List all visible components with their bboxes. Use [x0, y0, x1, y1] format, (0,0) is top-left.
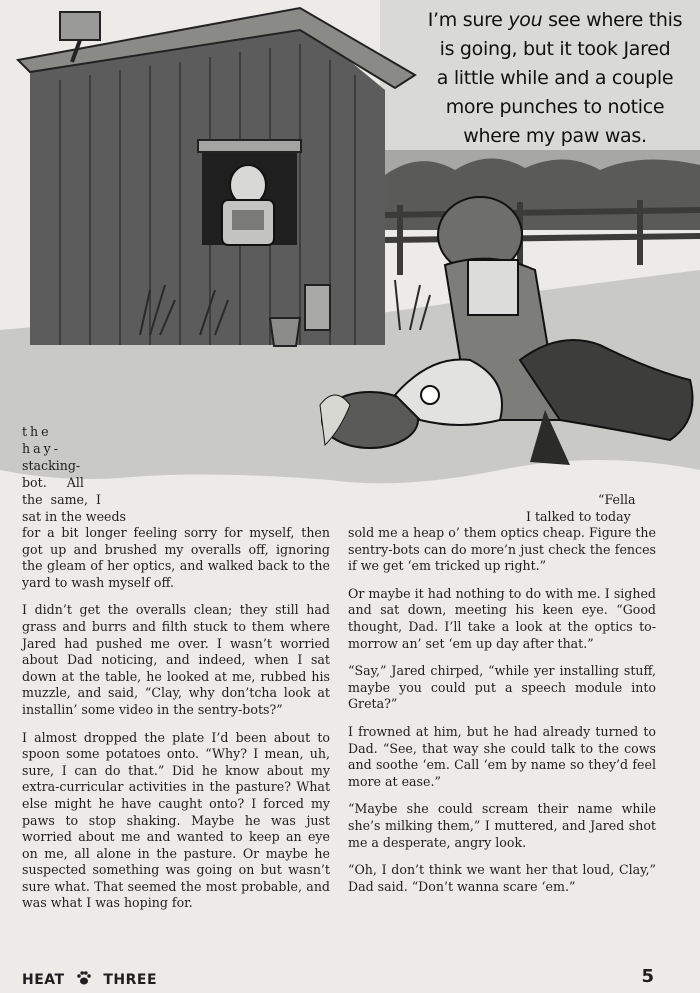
- wrap-word-3: stacking-: [22, 458, 81, 473]
- wrap-right-2: I talked to today: [526, 509, 631, 524]
- tree-line: [385, 158, 700, 230]
- wrap-word-1: the: [22, 424, 52, 439]
- right-paragraph-5: “Maybe she could scream their name while she’s milking them,” I muttered, and Jared shot me a desperate, angry look.: [348, 801, 656, 850]
- left-paragraph-2: I didn’t get the overalls clean; they still had grass and burrs and filth stuck to them where Jared had pushed me over. I wasn’t worried about Dad noticing, and indeed, when I sat down at the table, he looked at me, rubbed his muzzle, and said, “Clay, why don’tcha look at installin’ some video in the sentry-bots?”: [22, 602, 330, 717]
- control-box: [305, 285, 330, 330]
- right-paragraph-2: Or maybe it had nothing to do with me. I sighed and sat down, meeting his keen eye. “Good thought, Dad. I’ll take a look at the optics to-morrow an’ set ‘em up day after that.”: [348, 585, 656, 651]
- page-number: 5: [641, 966, 654, 987]
- caption-line-1: I’m sure you see where this: [427, 9, 683, 31]
- right-column: [348, 525, 656, 906]
- left-paragraph-1: for a bit longer feeling sorry for myself, then got up and brushed my overalls off, ignoring the gleam of her optics, and walked back to the yard to wash myself off.: [22, 525, 330, 590]
- narration-caption: [410, 6, 700, 151]
- footer-title-right: THREE: [103, 972, 158, 988]
- right-paragraph-1: sold me a heap o’ them optics cheap. Figure the sentry-bots can do more’n just check the fences if we get ‘em tricked up right.”: [348, 525, 656, 574]
- wrap-word-2: hay-: [22, 441, 61, 456]
- caption-line-4: more punches to notice: [445, 96, 665, 118]
- wrap-word-4: bot. All: [22, 475, 84, 490]
- wrap-right-1: “Fella: [598, 492, 636, 507]
- wrap-word-5: the same, I: [22, 492, 101, 507]
- caption-line-3: a little while and a couple: [436, 67, 674, 89]
- right-paragraph-3: “Say,” Jared chirped, “while yer installing stuff, maybe you could put a speech module into Greta?”: [348, 663, 656, 712]
- paw-print-icon: [76, 970, 92, 990]
- wrap-word-6: sat in the weeds: [22, 509, 127, 524]
- right-paragraph-4: I frowned at him, but he had already turned to Dad. “See, that way she could talk to the cows and soothe ‘em. Call ‘em by name so they’d feel more at ease.”: [348, 723, 656, 789]
- footer-title: [22, 970, 157, 990]
- fence: [385, 200, 700, 275]
- bucket: [270, 318, 300, 346]
- caption-line-2: is going, but it took Jared: [439, 38, 671, 60]
- right-paragraph-6: “Oh, I don’t think we want her that loud, Clay,” Dad said. “Don’t wanna scare ‘em.”: [348, 862, 656, 894]
- left-column: [22, 525, 330, 923]
- left-paragraph-3: I almost dropped the plate I’d been about to spoon some potatoes onto. “Why? I mean, uh, sure, I can do that.” Did he know about my extra-curricular activities in the pasture? What else might he have caught onto? I forced my paws to stop shaking. Maybe he was just worried about me and wanted to keep an eye on me, all alone in the pasture. Or maybe he suspected something was going on but wasn’t sure what. That seemed the most probable, and was what I was hoping for.: [22, 729, 330, 911]
- footer-title-left: HEAT: [22, 972, 65, 988]
- caption-line-5: where my paw was.: [463, 125, 647, 147]
